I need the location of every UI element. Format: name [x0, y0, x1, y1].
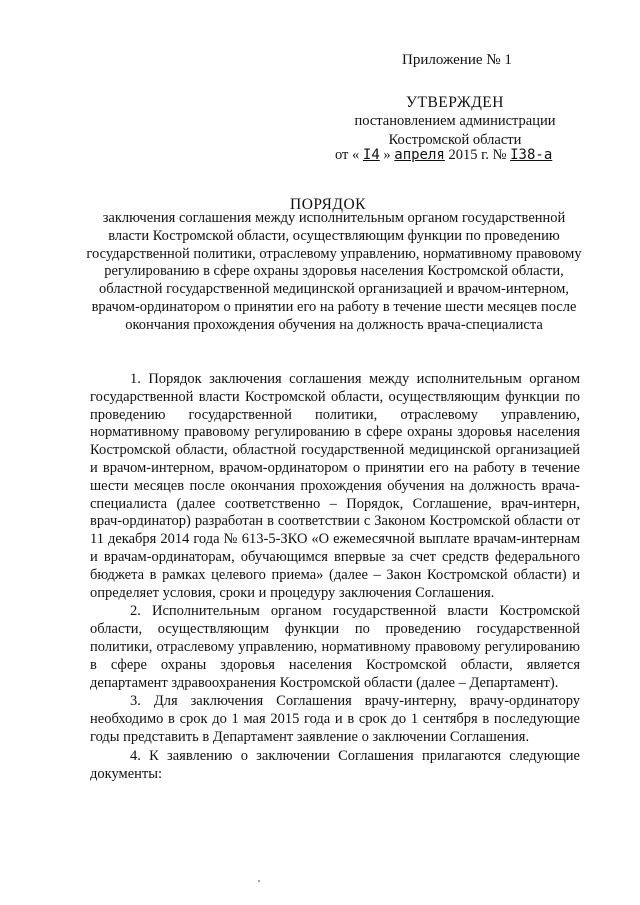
date-prefix: от «	[335, 147, 360, 163]
approved-title: УТВЕРЖДЕН	[406, 94, 504, 111]
paragraph-3: 3. Для заключения Соглашения врачу-интерну, врачу-ординатору необходимо в срок до 1 мая 2015 года и в срок до 1 сентября в последующие годы представить в Департамент заявление о заключении Соглашения.	[90, 693, 580, 745]
approval-date-line	[335, 147, 552, 164]
paragraph-1: 1. Порядок заключения соглашения между исполнительным органом государственной власти Костромской области, осуществляющим функции по проведению государственной политики, отраслевому управлению, нормативному правовому регулированию в сфере охраны здоровья населения Костромской области, областной государственной медицинской организацией и врачом-интерном, врачом-ординатором о принятии его на работу в течение шести месяцев после окончания прохождения обучения на должность врача-специалиста (далее соответственно – Порядок, Соглашение, врач-интерн, врач-ординатор) разработан в соответствии с Законом Костромской области от 11 декабря 2014 года № 613-5-ЗКО «О ежемесячной выплате врачам-интернам и врачам-ординаторам, обучающимся впервые за счет средств федерального бюджета в рамках целевого приема» (далее – Закон Костромской области) и определяет условия, сроки и процедуру заключения Соглашения.	[90, 371, 580, 601]
document-body	[90, 371, 580, 783]
document-number: I38-а	[510, 147, 553, 163]
appendix-label: Приложение № 1	[402, 52, 512, 68]
document-heading: ПОРЯДОК	[290, 196, 366, 213]
date-year: 2015 г. №	[448, 147, 507, 163]
paragraph-2: 2. Исполнительным органом государственной власти Костромской области, осуществляющим функции по проведению государственной политики, отраслевому управлению, нормативному правовому регулированию в сфере охраны здоровья населения Костромской области, является департамент здравоохранения Костромской области (далее – Департамент).	[90, 603, 580, 691]
document-subtitle: заключения соглашения между исполнительным органом государственной власти Костромской области, осуществляющим функции по проведению государственной политики, отраслевому управлению, нормативному правовому регулированию в сфере охраны здоровья населения Костромской области, областной государственной медицинской организацией и врачом-интерном, врачом-ординатором о принятии его на работу в течение шести месяцев после окончания прохождения обучения на должность врача-специалиста	[86, 210, 582, 333]
date-month: апреля	[394, 147, 445, 163]
approval-block	[330, 93, 580, 150]
paragraph-4: 4. К заявлению о заключении Соглашения прилагаются следующие документы:	[90, 747, 580, 782]
date-mid: »	[383, 147, 391, 163]
date-day: I4	[362, 147, 380, 163]
approved-line-2: Костромской области	[388, 132, 522, 148]
approved-line-1: постановлением администрации	[354, 113, 556, 129]
scan-speck	[258, 880, 260, 882]
